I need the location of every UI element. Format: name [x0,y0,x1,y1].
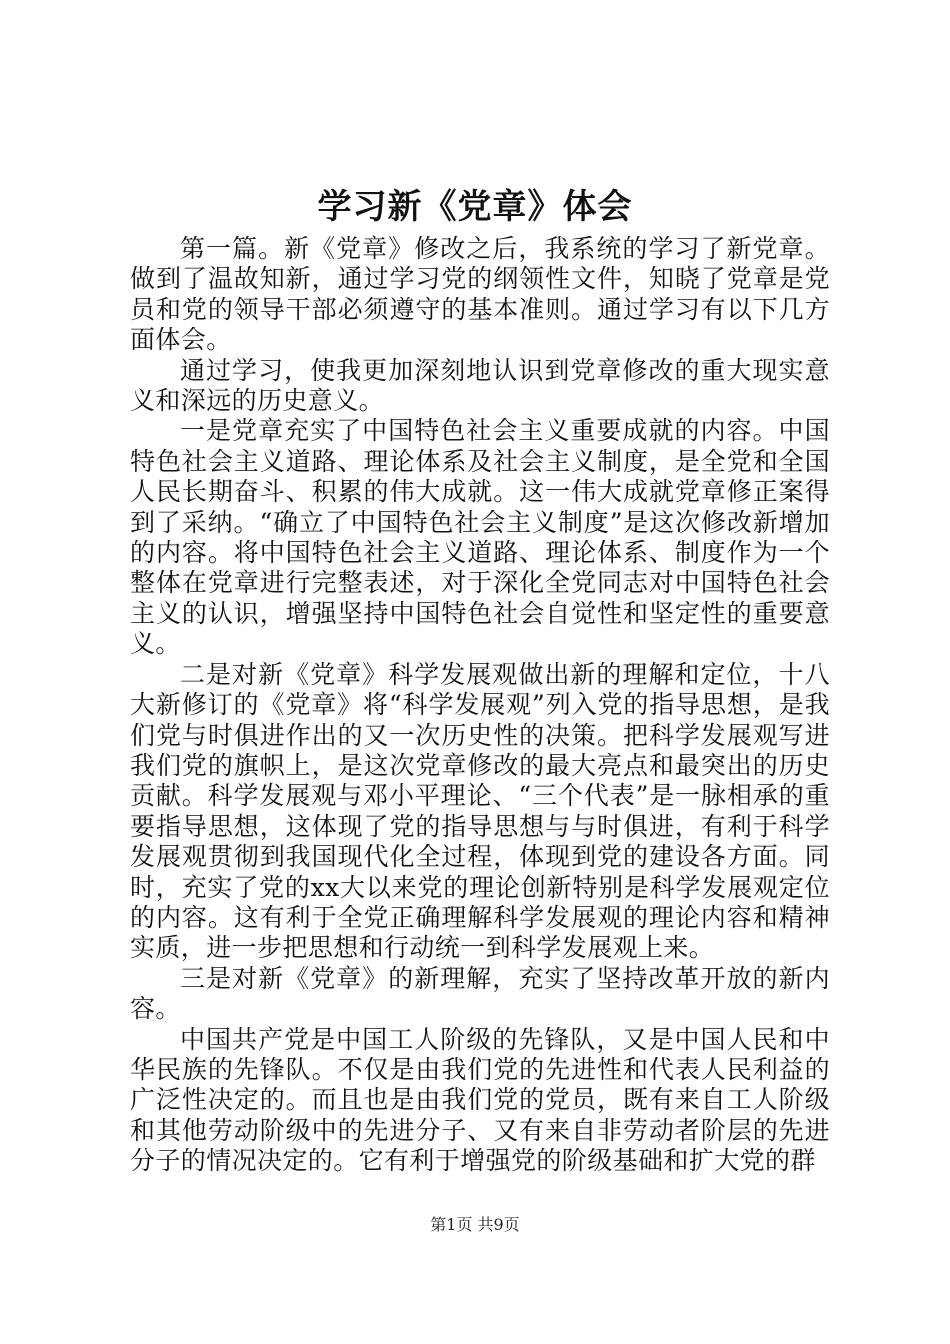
document-body [130,234,830,1177]
paragraph-3: 一是党章充实了中国特色社会主义重要成就的内容。中国特色社会主义道路、理论体系及社会主义制度，是全党和全国人民长期奋斗、积累的伟大成就。这一伟大成就党章修正案得到了采纳。“确立了中国特色社会主义制度”是这次修改新增加的内容。将中国特色社会主义道路、理论体系、制度作为一个整体在党章进行完整表述，对于深化全党同志对中国特色社会主义的认识，增强坚持中国特色社会自觉性和坚定性的重要意义。 [130,416,830,659]
page-footer: 第1页 共9页 [430,1215,520,1234]
document-title: 学习新《党章》体会 [317,187,633,227]
paragraph-4: 二是对新《党章》科学发展观做出新的理解和定位，十八大新修订的《党章》将“科学发展观”列入党的指导思想，是我们党与时俱进作出的又一次历史性的决策。把科学发展观写进我们党的旗帜上，是这次党章修改的最大亮点和最突出的历史贡献。科学发展观与邓小平理论、“三个代表”是一脉相承的重要指导思想，这体现了党的指导思想与与时俱进，有利于科学发展观贯彻到我国现代化全过程，体现到党的建设各方面。同时，充实了党的xx大以来党的理论创新特别是科学发展观定位的内容。这有利于全党正确理解科学发展观的理论内容和精神实质，进一步把思想和行动统一到科学发展观上来。 [130,659,830,963]
paragraph-2: 通过学习，使我更加深刻地认识到党章修改的重大现实意义和深远的历史意义。 [130,355,830,416]
paragraph-6: 中国共产党是中国工人阶级的先锋队，又是中国人民和中华民族的先锋队。不仅是由我们党的先进性和代表人民利益的广泛性决定的。而且也是由我们党的党员，既有来自工人阶级和其他劳动阶级中的先进分子、又有来自非劳动者阶层的先进分子的情况决定的。它有利于增强党的阶级基础和扩大党的群 [130,1024,830,1176]
paragraph-5: 三是对新《党章》的新理解，充实了坚持改革开放的新内容。 [130,963,830,1024]
paragraph-1: 第一篇。新《党章》修改之后，我系统的学习了新党章。做到了温故知新，通过学习党的纲领性文件，知晓了党章是党员和党的领导干部必须遵守的基本准则。通过学习有以下几方面体会。 [130,234,830,355]
